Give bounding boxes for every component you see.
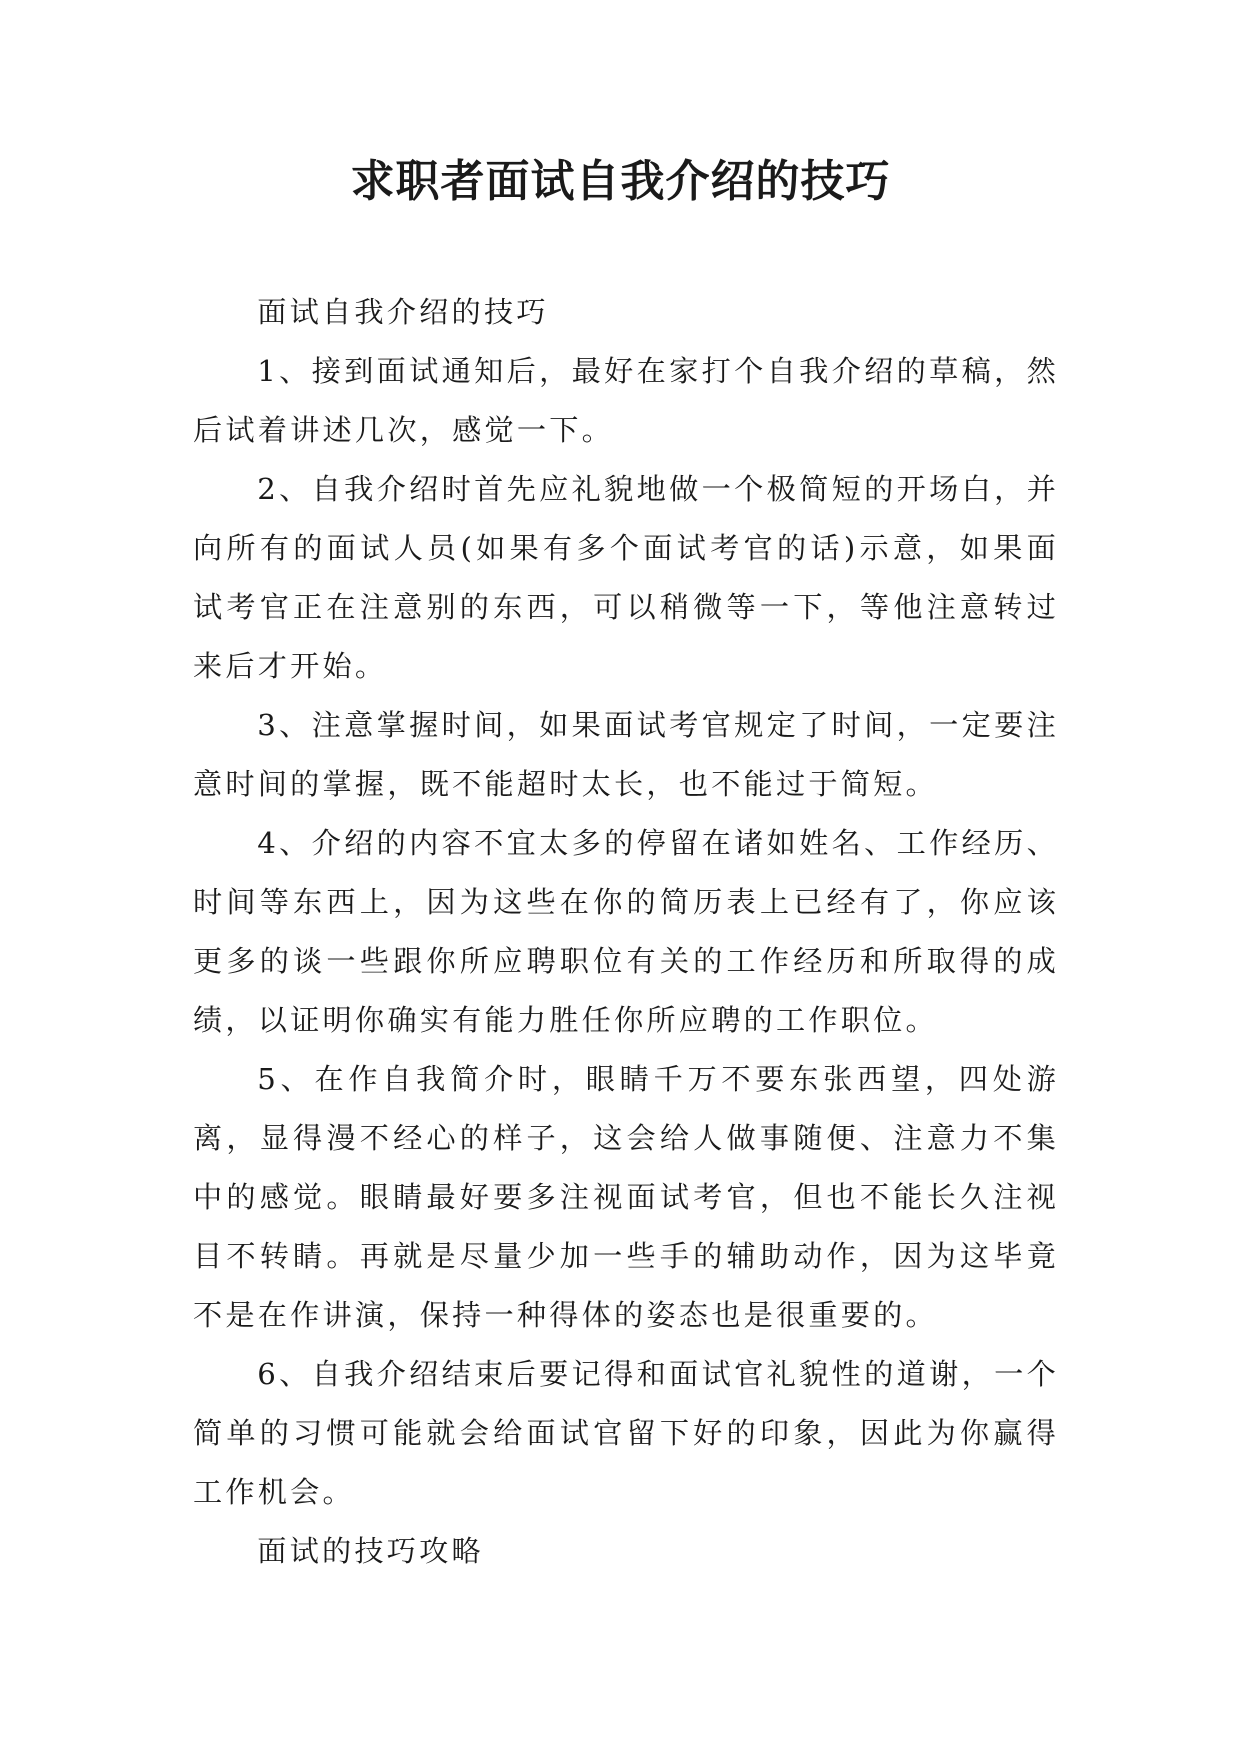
body-paragraph: 2、自我介绍时首先应礼貌地做一个极简短的开场白，并向所有的面试人员(如果有多个面试考官的话)示意，如果面试考官正在注意别的东西，可以稍微等一下，等他注意转过来后才开始。 [193,472,1059,683]
section-heading: 面试自我介绍的技巧 [257,295,549,329]
body-paragraph: 6、自我介绍结束后要记得和面试官礼貌性的道谢，一个简单的习惯可能就会给面试官留下好的印象，因此为你赢得工作机会。 [193,1357,1059,1509]
body-paragraph: 1、接到面试通知后，最好在家打个自我介绍的草稿，然后试着讲述几次，感觉一下。 [193,354,1059,447]
document-title: 求职者面试自我介绍的技巧 [350,156,891,207]
section-heading: 面试的技巧攻略 [257,1534,484,1568]
body-paragraph: 4、介绍的内容不宜太多的停留在诸如姓名、工作经历、时间等东西上，因为这些在你的简历表上已经有了，你应该更多的谈一些跟你所应聘职位有关的工作经历和所取得的成绩，以证明你确实有能力胜任你所应聘的工作职位。 [193,826,1059,1037]
document-body [193,283,1059,1581]
body-paragraph: 5、在作自我简介时，眼睛千万不要东张西望，四处游离，显得漫不经心的样子，这会给人做事随便、注意力不集中的感觉。眼睛最好要多注视面试考官，但也不能长久注视目不转睛。再就是尽量少加一些手的辅助动作，因为这毕竟不是在作讲演，保持一种得体的姿态也是很重要的。 [193,1062,1059,1332]
body-paragraph: 3、注意掌握时间，如果面试考官规定了时间，一定要注意时间的掌握，既不能超时太长，也不能过于简短。 [193,708,1059,801]
